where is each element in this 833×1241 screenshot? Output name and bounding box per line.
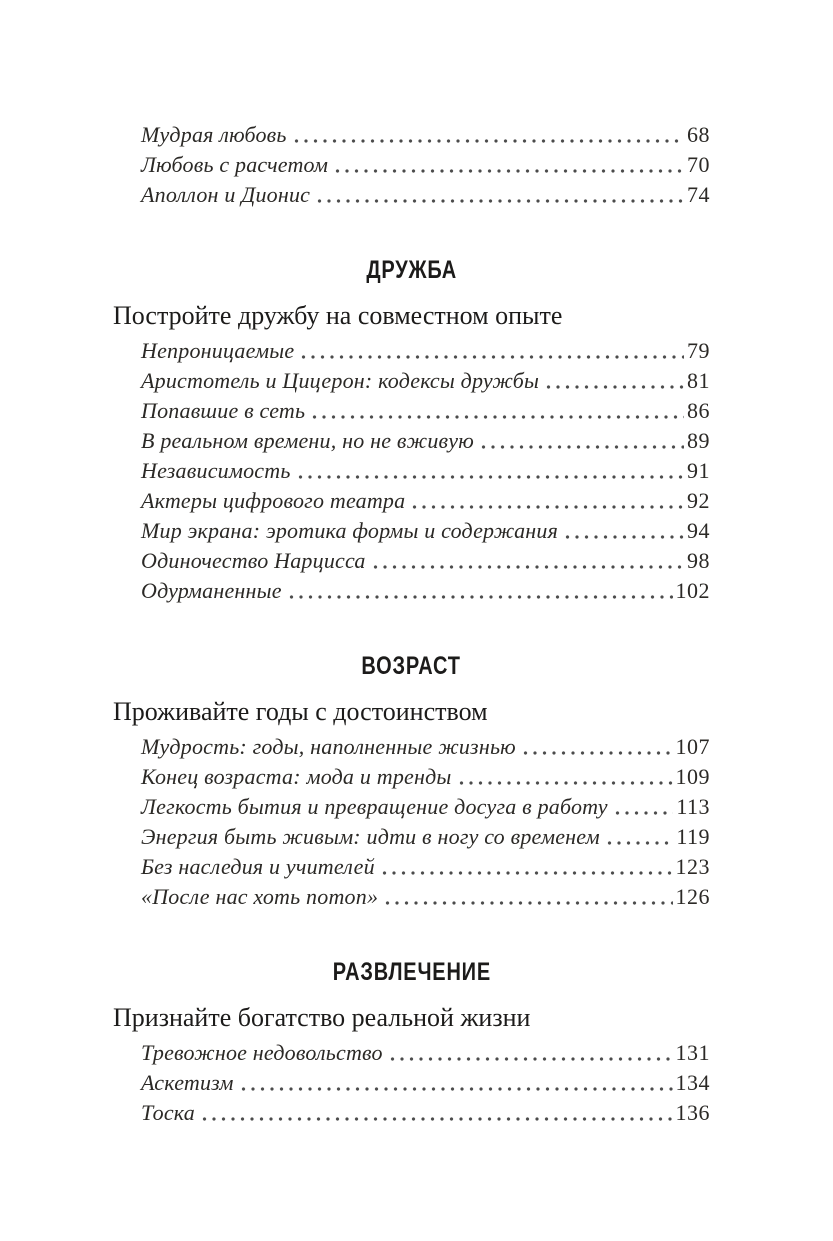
section-heading: ВОЗРАСТ: [361, 652, 462, 680]
toc-entry: [113, 732, 710, 762]
toc-entry-title: Попавшие в сеть: [141, 398, 306, 423]
toc-entry: [113, 486, 710, 516]
toc-entry-title: Легкость бытия и превращение досуга в работу: [141, 794, 608, 819]
toc-entry-page: 113: [676, 794, 710, 819]
toc-entry-page: 107: [675, 734, 710, 759]
toc-leader-dots: [481, 439, 684, 451]
toc-entry-page: 89: [687, 428, 710, 453]
toc-entry: [113, 792, 710, 822]
toc-leader-dots: [523, 745, 673, 757]
toc-entry: [113, 762, 710, 792]
toc-entry-page: 92: [687, 488, 710, 513]
toc-leader-dots: [565, 529, 684, 541]
toc-leader-dots: [301, 349, 684, 361]
section-heading-wrap: [113, 956, 710, 988]
section-subtitle: Постройте дружбу на совместном опыте: [113, 301, 563, 330]
toc-leader-dots: [546, 379, 684, 391]
toc-entry: [113, 150, 710, 180]
toc-entry-page: 131: [675, 1040, 710, 1065]
toc-entry-page: 74: [687, 182, 710, 207]
toc-leader-dots: [202, 1111, 673, 1123]
toc-entry: [113, 180, 710, 210]
toc-leader-dots: [385, 895, 672, 907]
toc-entry: [113, 456, 710, 486]
toc-entry-title: Одурманенные: [141, 578, 282, 603]
toc-leader-dots: [241, 1081, 673, 1093]
toc-entry-title: Мудрая любовь: [141, 122, 287, 147]
section-heading: РАЗВЛЕЧЕНИЕ: [332, 958, 491, 986]
section-heading-wrap: [113, 254, 710, 286]
toc-entry: [113, 576, 710, 606]
toc-entry: [113, 120, 710, 150]
toc-leader-dots: [335, 163, 684, 175]
toc-entry-title: Тревожное недовольство: [141, 1040, 383, 1065]
toc-entry: [113, 882, 710, 912]
toc-entry: [113, 822, 710, 852]
toc-leader-dots: [382, 865, 673, 877]
toc-leader-dots: [615, 805, 674, 817]
toc-entry-title: Актеры цифрового театра: [141, 488, 406, 513]
toc-entry: [113, 852, 710, 882]
toc-entry: [113, 396, 710, 426]
section-subtitle: Признайте богатство реальной жизни: [113, 1003, 531, 1032]
toc-entry-page: 136: [675, 1100, 710, 1125]
toc-entry-title: Мудрость: годы, наполненные жизнью: [141, 734, 516, 759]
toc-leader-dots: [412, 499, 684, 511]
toc-entry-page: 98: [687, 548, 710, 573]
toc-entry-page: 79: [687, 338, 710, 363]
toc-entry-title: Аполлон и Дионис: [141, 182, 311, 207]
toc-entry-title: Одиночество Нарцисса: [141, 548, 366, 573]
toc-entry-title: Независимость: [141, 458, 291, 483]
toc-entry-title: Непроницаемые: [141, 338, 295, 363]
toc-entry-page: 119: [676, 824, 710, 849]
toc-entry: [113, 1038, 710, 1068]
section-subtitle: Проживайте годы с достоинством: [113, 697, 488, 726]
toc-entry-page: 109: [675, 764, 710, 789]
toc-entry-page: 134: [675, 1070, 710, 1095]
toc-entry-title: Аскетизм: [141, 1070, 234, 1095]
toc-entry-page: 91: [687, 458, 710, 483]
toc-entry-title: В реальном времени, но не вживую: [141, 428, 474, 453]
toc-leader-dots: [459, 775, 673, 787]
toc-entry-page: 68: [687, 122, 710, 147]
toc-entry: [113, 1098, 710, 1128]
toc-entry-page: 102: [675, 578, 710, 603]
toc: [113, 0, 710, 1128]
toc-entry-page: 86: [687, 398, 710, 423]
toc-leader-dots: [312, 409, 684, 421]
toc-leader-dots: [289, 589, 673, 601]
toc-entry: [113, 426, 710, 456]
toc-entry: [113, 366, 710, 396]
toc-entry-title: «После нас хоть потоп»: [141, 884, 379, 909]
toc-entry: [113, 336, 710, 366]
toc-entry-title: Аристотель и Цицерон: кодексы дружбы: [141, 368, 540, 393]
toc-entry-page: 81: [687, 368, 710, 393]
toc-entry-page: 70: [687, 152, 710, 177]
toc-leader-dots: [294, 133, 684, 145]
toc-leader-dots: [607, 835, 673, 847]
toc-entry-title: Тоска: [141, 1100, 195, 1125]
toc-leader-dots: [373, 559, 684, 571]
toc-entry-title: Любовь с расчетом: [141, 152, 329, 177]
toc-entry-title: Энергия быть живым: идти в ногу со временем: [141, 824, 600, 849]
toc-leader-dots: [317, 193, 684, 205]
toc-leader-dots: [390, 1051, 673, 1063]
toc-entry-title: Без наследия и учителей: [141, 854, 375, 879]
toc-entry: [113, 546, 710, 576]
toc-entry-page: 123: [675, 854, 710, 879]
toc-entry: [113, 1068, 710, 1098]
section-heading-wrap: [113, 650, 710, 682]
section-heading: ДРУЖБА: [366, 256, 457, 284]
toc-entry-page: 126: [675, 884, 710, 909]
toc-entry: [113, 516, 710, 546]
toc-leader-dots: [298, 469, 684, 481]
toc-entry-title: Конец возраста: мода и тренды: [141, 764, 452, 789]
toc-entry-page: 94: [687, 518, 710, 543]
toc-entry-title: Мир экрана: эротика формы и содержания: [141, 518, 559, 543]
